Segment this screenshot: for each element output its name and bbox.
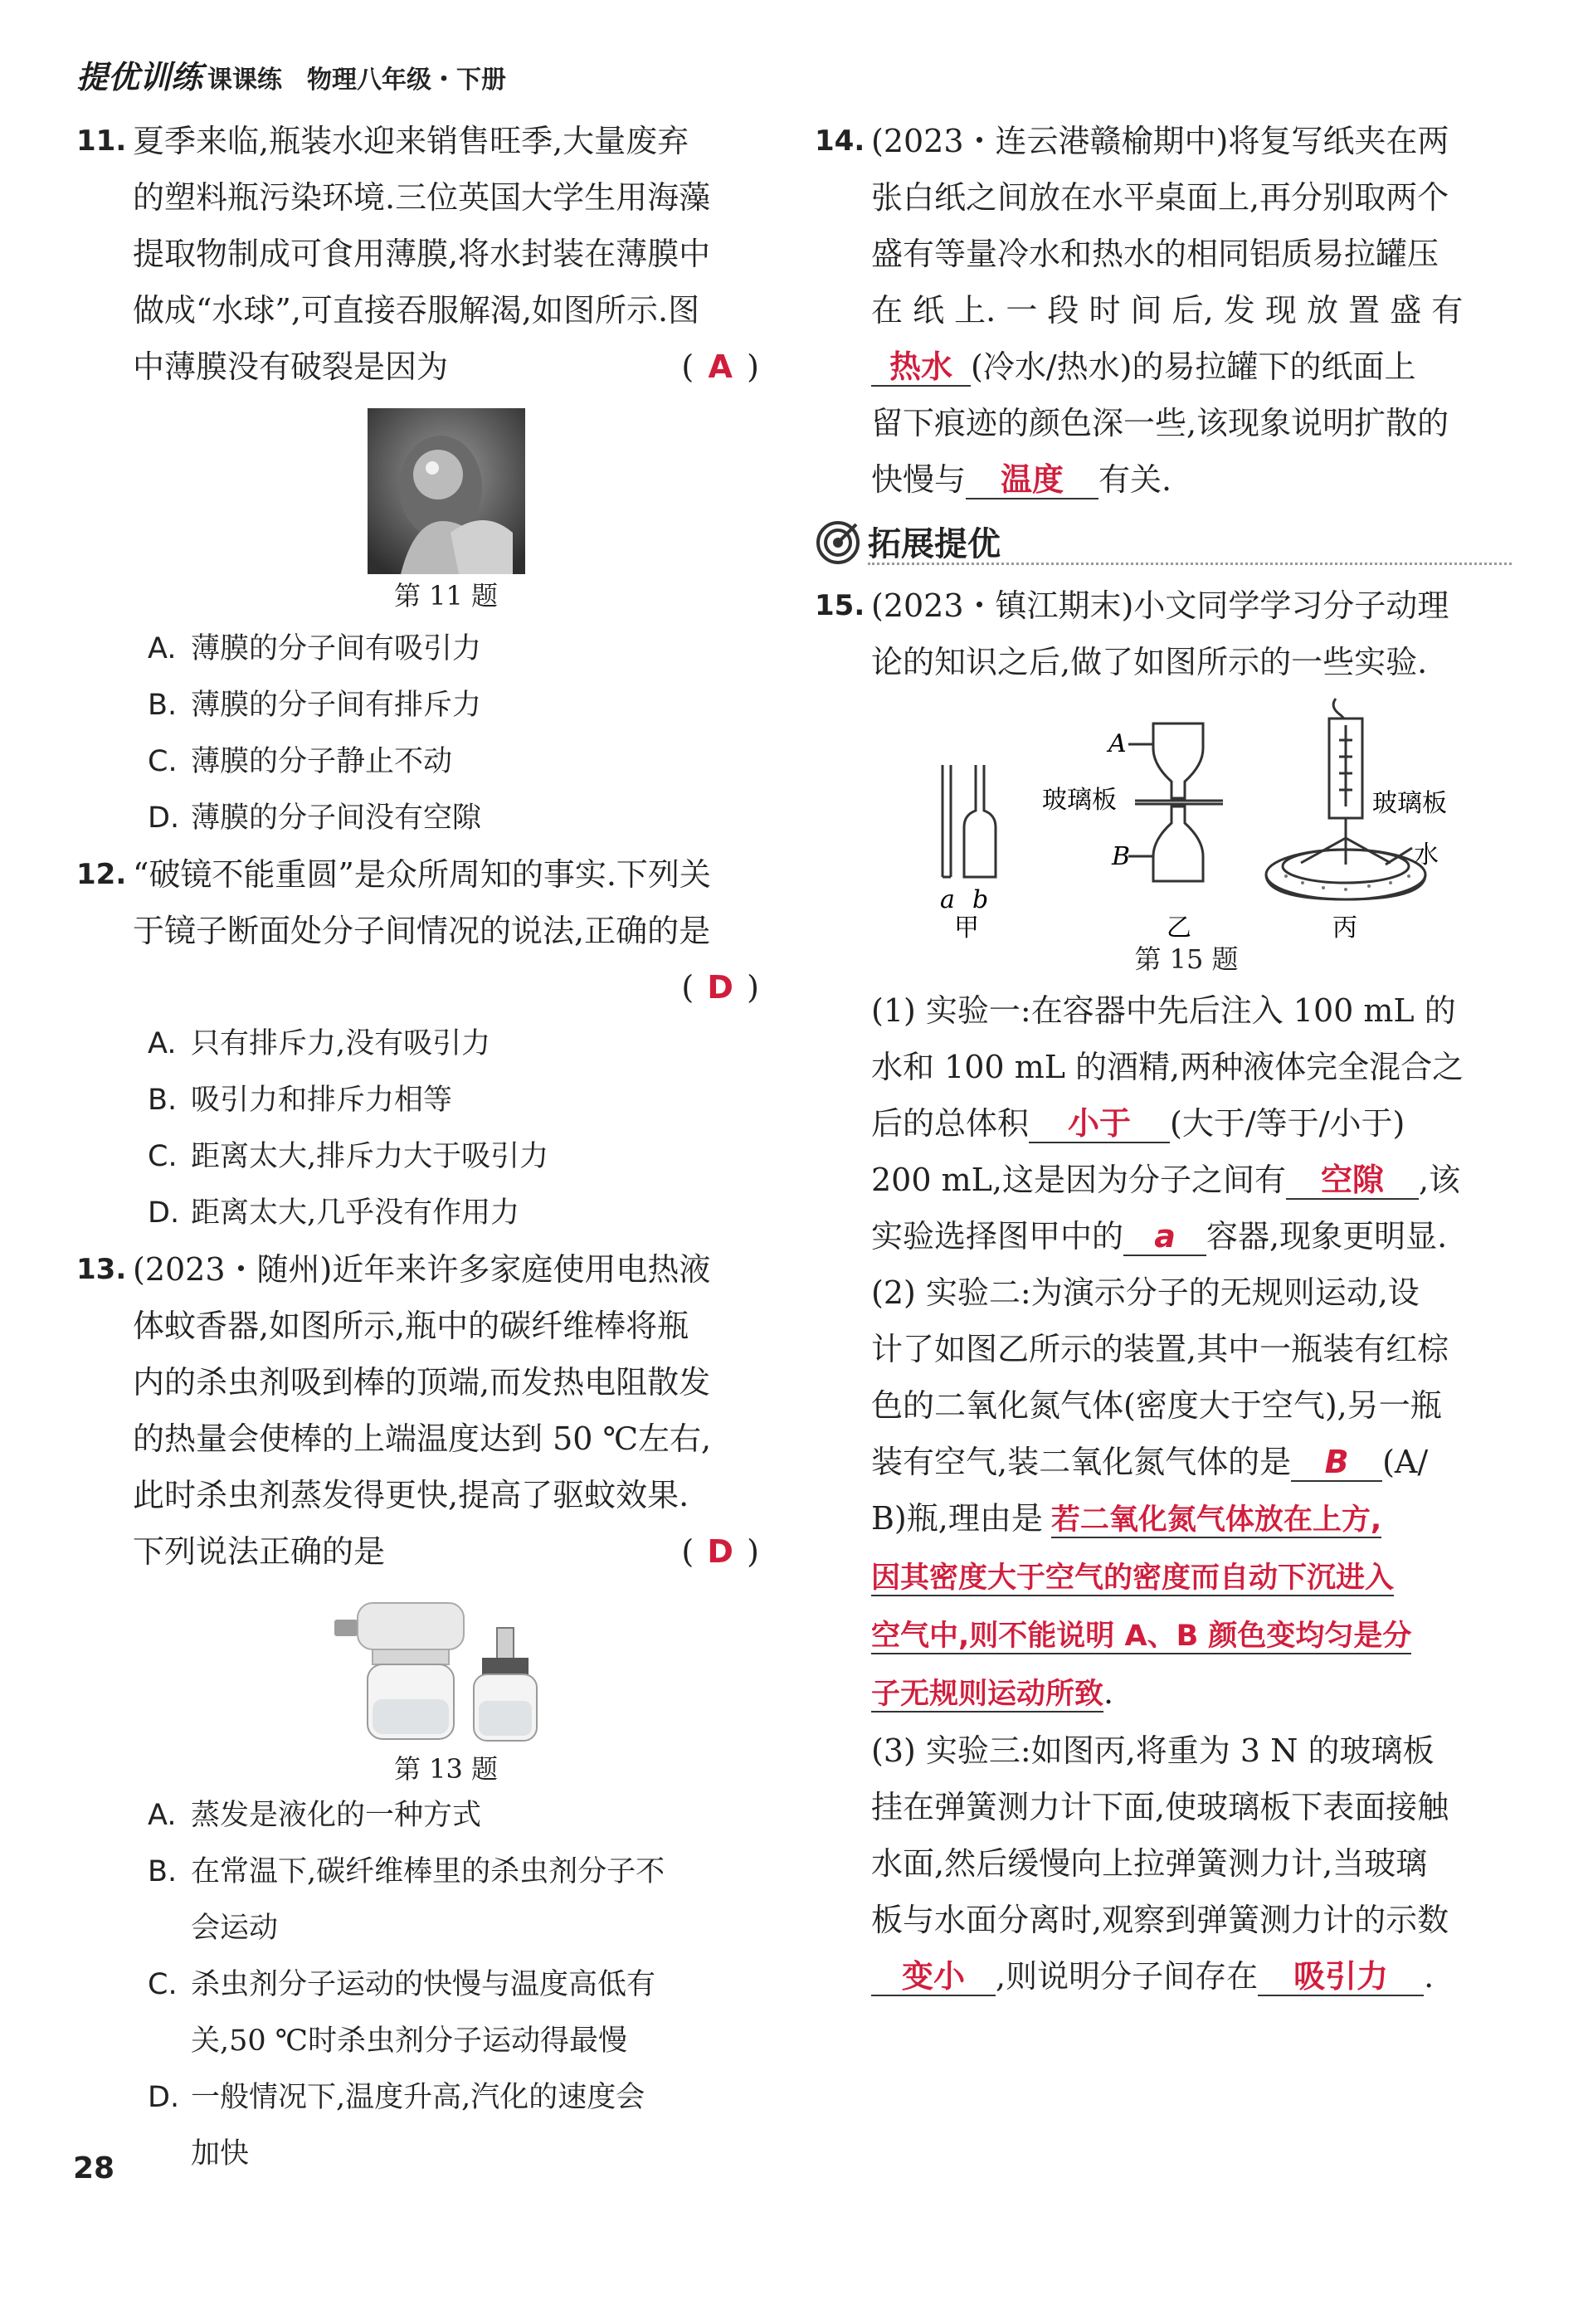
book-brand: 提优训练 xyxy=(76,59,203,95)
option-text: 蒸发是液化的一种方式 xyxy=(191,1799,482,1832)
question-line: 于镜子断面处分子间情况的说法,正确的是 xyxy=(133,913,711,949)
part1-text: (大于/等于/小于) xyxy=(1170,1105,1405,1142)
section-divider xyxy=(868,563,1512,565)
option-text: 一般情况下,温度升高,汽化的速度会 xyxy=(191,2081,645,2114)
section-title: 拓展提优 xyxy=(868,525,1001,563)
answer-paren: ( D ) xyxy=(133,959,759,1016)
answer-blank: 温度 xyxy=(966,461,1098,499)
option-d-cont: 加快 xyxy=(191,2137,250,2171)
figure-yi-bottles xyxy=(1128,724,1223,881)
question-line: 的热量会使棒的上端温度达到 50 ℃左右, xyxy=(133,1420,712,1457)
question-number: 11. xyxy=(76,124,127,158)
answer-blank: 吸引力 xyxy=(1258,1958,1424,1996)
part3-line xyxy=(871,1948,1502,2005)
answer-blank: 空隙 xyxy=(1286,1162,1419,1200)
question-number: 14. xyxy=(815,124,865,158)
part3-line: 水面,然后缓慢向上拉弹簧测力计,当玻璃 xyxy=(871,1845,1428,1882)
figure-jia-containers xyxy=(943,765,996,877)
question-number: 15. xyxy=(815,589,865,622)
question-line-text: (冷水/热水)的易拉罐下的纸面上 xyxy=(971,348,1416,385)
option-label: A. xyxy=(148,1027,177,1060)
figure-13-mosquito-device xyxy=(334,1591,558,1749)
option-label: C. xyxy=(148,1140,178,1173)
answer-blank: a xyxy=(1123,1218,1206,1256)
question-line-text: 快慢与 xyxy=(871,461,967,498)
part2-line: (2) 实验二:为演示分子的无规则运动,设 xyxy=(871,1274,1420,1311)
question-line: 提取物制成可食用薄膜,将水封装在薄膜中 xyxy=(133,236,711,272)
answer-reason: 子无规则运动所致 xyxy=(871,1678,1104,1711)
question-number: 13. xyxy=(76,1253,127,1286)
option-label: B. xyxy=(148,689,178,722)
question-line: 盛有等量冷水和热水的相同铝质易拉罐压 xyxy=(871,236,1439,272)
part3-line: 挂在弹簧测力计下面,使玻璃板下表面接触 xyxy=(871,1789,1449,1825)
option-b xyxy=(133,677,759,733)
figure-15 xyxy=(871,690,1469,939)
part1-line: (1) 实验一:在容器中先后注入 100 mL 的 xyxy=(871,992,1456,1029)
answer-reason: 空气中,则不能说明 A、B 颜色变均匀是分 xyxy=(871,1620,1412,1653)
part1-text: 后的总体积 xyxy=(871,1105,1030,1142)
label-a: a xyxy=(940,885,955,914)
answer-choice: D xyxy=(707,1533,733,1570)
answer-blank: 小于 xyxy=(1029,1105,1170,1143)
option-text: 吸引力和排斥力相等 xyxy=(191,1084,453,1117)
option-list xyxy=(133,621,759,846)
part1-line xyxy=(871,1095,1502,1152)
option-text: 薄膜的分子静止不动 xyxy=(191,745,453,778)
option-label: C. xyxy=(148,1968,178,2001)
label-jia: 甲 xyxy=(954,914,979,939)
experiment-diagram xyxy=(871,690,1469,939)
question-line: 留下痕迹的颜色深一些,该现象说明扩散的 xyxy=(871,405,1449,441)
question-15 xyxy=(815,577,1502,2005)
option-d xyxy=(133,2069,759,2126)
option-label: B. xyxy=(148,1084,178,1117)
answer-paren: ( A ) xyxy=(681,339,759,395)
question-line xyxy=(133,1523,759,1580)
answer-paren: ( D ) xyxy=(681,1523,759,1580)
answer-blank: B xyxy=(1291,1444,1382,1482)
part2-line xyxy=(871,1606,1502,1664)
part2-line xyxy=(871,1490,1502,1548)
question-line-text: 中薄膜没有破裂是因为 xyxy=(133,348,449,385)
option-label: B. xyxy=(148,1855,178,1888)
question-14 xyxy=(815,113,1502,508)
target-icon xyxy=(815,519,861,566)
part2-line xyxy=(871,1434,1502,1490)
answer-blank: 热水 xyxy=(871,348,971,387)
mosquito-repellent-device xyxy=(334,1591,558,1749)
question-line: 的塑料瓶污染环境.三位英国大学生用海藻 xyxy=(133,179,711,216)
option-text: 杀虫剂分子运动的快慢与温度高低有 xyxy=(191,1968,656,2001)
part2-line xyxy=(871,1548,1502,1606)
part1-line xyxy=(871,1208,1502,1264)
option-text: 在常温下,碳纤维棒里的杀虫剂分子不 xyxy=(191,1855,665,1888)
label-B: B xyxy=(1112,842,1131,871)
question-line: 体蚊香器,如图所示,瓶中的碳纤维棒将瓶 xyxy=(133,1308,689,1344)
part1-line xyxy=(871,1152,1502,1208)
part3-text: ,则说明分子间存在 xyxy=(996,1958,1259,1995)
option-b xyxy=(133,1072,759,1128)
option-text: 薄膜的分子间有排斥力 xyxy=(191,689,482,722)
part1-text: 200 mL,这是因为分子之间有 xyxy=(871,1162,1286,1198)
part3-line: (3) 实验三:如图丙,将重为 3 N 的玻璃板 xyxy=(871,1732,1435,1769)
option-text: 距离太大,几乎没有作用力 xyxy=(191,1196,520,1230)
figure-11-photo xyxy=(368,408,525,574)
part3-text: . xyxy=(1424,1958,1435,1995)
right-column xyxy=(815,113,1502,2005)
option-text: 距离太大,排斥力大于吸引力 xyxy=(191,1140,549,1173)
label-A: A xyxy=(1108,729,1127,758)
part1-line: 水和 100 mL 的酒精,两种液体完全混合之 xyxy=(871,1049,1464,1085)
option-text: 薄膜的分子间没有空隙 xyxy=(191,801,482,835)
question-12 xyxy=(76,846,759,1241)
part1-text: ,该 xyxy=(1418,1162,1461,1198)
answer-choice: A xyxy=(708,348,733,385)
figure-caption: 第 15 题 xyxy=(1134,943,1239,975)
question-line: 在 纸 上. 一 段 时 间 后, 发 现 放 置 盛 有 xyxy=(871,292,1464,329)
label-glass-1: 玻璃板 xyxy=(1042,786,1117,815)
answer-reason: 因其密度大于空气的密度而自动下沉进入 xyxy=(871,1562,1395,1595)
option-label: D. xyxy=(148,1196,180,1230)
answer-blank: 变小 xyxy=(871,1958,996,1996)
question-line: 论的知识之后,做了如图所示的一些实验. xyxy=(871,644,1428,680)
section-header xyxy=(815,513,1502,572)
label-glass-2: 玻璃板 xyxy=(1372,789,1447,818)
label-yi: 乙 xyxy=(1167,914,1191,939)
option-label: A. xyxy=(148,1799,177,1832)
option-text: 只有排斥力,没有吸引力 xyxy=(191,1027,491,1060)
option-a xyxy=(133,1787,759,1844)
question-line xyxy=(133,339,759,395)
part2-text: 装有空气,装二氧化氮气体的是 xyxy=(871,1444,1292,1480)
option-d xyxy=(133,790,759,846)
book-series: 课课练 xyxy=(207,66,283,95)
question-line: 做成“水球”,可直接吞服解渴,如图所示.图 xyxy=(133,292,700,329)
label-water: 水 xyxy=(1414,840,1439,870)
part1-text: 实验选择图甲中的 xyxy=(871,1218,1124,1255)
part2-text: (A/ xyxy=(1382,1444,1429,1480)
part2-text: . xyxy=(1103,1674,1114,1711)
option-label: D. xyxy=(148,801,180,835)
answer-choice: D xyxy=(707,969,733,1006)
question-line: 夏季来临,瓶装水迎来销售旺季,大量废弃 xyxy=(133,123,689,159)
option-a xyxy=(133,1016,759,1072)
question-line: 内的杀虫剂吸到棒的顶端,而发热电阻散发 xyxy=(133,1364,711,1401)
question-line-text: 下列说法正确的是 xyxy=(133,1533,386,1570)
figure-caption: 第 11 题 xyxy=(393,580,499,611)
option-label: D. xyxy=(148,2081,180,2114)
question-line: 张白纸之间放在水平桌面上,再分别取两个 xyxy=(871,179,1449,216)
question-line: (2023・随州)近年来许多家庭使用电热液 xyxy=(133,1251,711,1288)
question-line: (2023・镇江期末)小文同学学习分子动理 xyxy=(871,587,1449,624)
part2-text: B)瓶,理由是 xyxy=(871,1500,1043,1537)
option-c xyxy=(133,1128,759,1185)
option-d xyxy=(133,1185,759,1241)
answer-reason: 若二氧化氮气体放在上方, xyxy=(1050,1503,1382,1537)
option-b xyxy=(133,1844,759,1900)
question-line xyxy=(871,339,1502,395)
question-line: (2023・连云港赣榆期中)将复写纸夹在两 xyxy=(871,123,1449,159)
option-label: C. xyxy=(148,745,178,778)
water-ball-photo xyxy=(368,408,525,574)
question-line xyxy=(871,451,1502,508)
question-11 xyxy=(76,113,759,846)
option-text: 薄膜的分子间有吸引力 xyxy=(191,632,482,665)
question-line: “破镜不能重圆”是众所周知的事实.下列关 xyxy=(133,856,711,893)
label-b: b xyxy=(972,885,989,914)
book-title: 物理八年级・下册 xyxy=(307,66,507,95)
question-number: 12. xyxy=(76,858,127,891)
part2-line: 色的二氧化氮气体(密度大于空气),另一瓶 xyxy=(871,1387,1442,1424)
option-b-cont: 会运动 xyxy=(191,1912,279,1945)
label-bing: 丙 xyxy=(1332,914,1357,939)
part2-line: 计了如图乙所示的装置,其中一瓶装有红棕 xyxy=(871,1331,1449,1367)
option-c xyxy=(133,1956,759,2013)
figure-caption: 第 13 题 xyxy=(393,1753,499,1785)
question-line-text: 有关. xyxy=(1098,461,1172,498)
option-c-cont: 关,50 ℃时杀虫剂分子运动得最慢 xyxy=(191,2024,627,2058)
page-number: 28 xyxy=(73,2151,115,2185)
question-line: 此时杀虫剂蒸发得更快,提高了驱蚊效果. xyxy=(133,1477,689,1513)
option-label: A. xyxy=(148,632,177,665)
option-a xyxy=(133,621,759,677)
part3-line: 板与水面分离时,观察到弹簧测力计的示数 xyxy=(871,1902,1449,1938)
page-header xyxy=(76,51,506,101)
part2-line xyxy=(871,1664,1502,1722)
option-c xyxy=(133,733,759,790)
part1-text: 容器,现象更明显. xyxy=(1206,1218,1448,1255)
